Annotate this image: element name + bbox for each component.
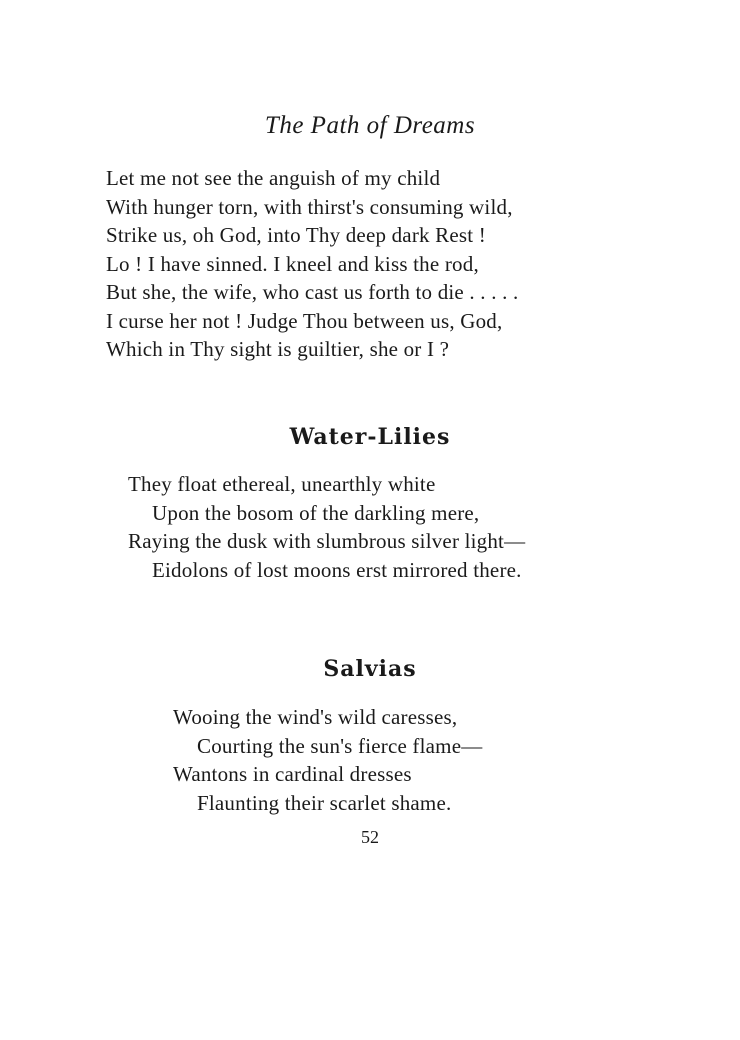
- poem-line: But she, the wife, who cast us forth to die . . . . .: [106, 280, 519, 304]
- poem-line: Strike us, oh God, into Thy deep dark Rest !: [106, 223, 486, 247]
- poem-title-salvias: Salvias: [323, 656, 417, 682]
- poem-line: Wantons in cardinal dresses: [173, 762, 412, 786]
- poem-line: Courting the sun's fierce flame—: [197, 733, 483, 758]
- poem-line: Eidolons of lost moons erst mirrored there.: [152, 557, 522, 582]
- poem-line: Wooing the wind's wild caresses,: [173, 705, 458, 729]
- poem-line: Flaunting their scarlet shame.: [197, 790, 452, 815]
- poem-line: I curse her not ! Judge Thou between us, God,: [106, 308, 503, 333]
- intro-poem-stanza: [106, 164, 518, 364]
- running-head: The Path of Dreams: [264, 112, 476, 139]
- salvias-stanza: [173, 703, 482, 817]
- poem-line: They float ethereal, unearthly white: [128, 472, 436, 496]
- poem-line: Let me not see the anguish of my child: [106, 166, 441, 190]
- poem-line: Lo ! I have sinned. I kneel and kiss the rod,: [106, 251, 479, 276]
- poem-title-water-lilies: Water-Lilies: [289, 424, 451, 450]
- water-lilies-stanza: [128, 470, 525, 584]
- poem-line: Raying the dusk with slumbrous silver light—: [128, 529, 526, 553]
- poem-line: With hunger torn, with thirst's consuming wild,: [106, 194, 513, 219]
- poem-line: Which in Thy sight is guiltier, she or I ?: [106, 337, 450, 361]
- poem-line: Upon the bosom of the darkling mere,: [152, 500, 480, 525]
- page-number: 52: [361, 827, 379, 847]
